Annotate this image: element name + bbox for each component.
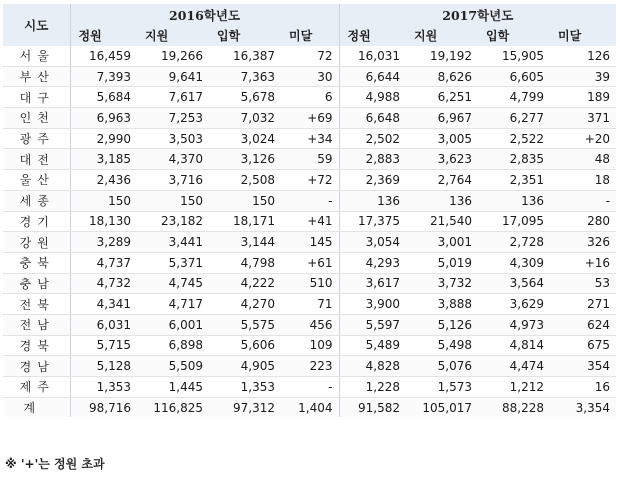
y2016-value-cell: 6,031: [70, 314, 137, 335]
y2017-value-cell: 88,228: [478, 397, 550, 417]
table-row: [3, 190, 616, 211]
y2017-value-cell: 4,474: [478, 356, 550, 377]
y2017-value-cell: 371: [550, 108, 616, 129]
y2016-value-cell: 150: [137, 190, 209, 211]
y2017-value-cell: 3,005: [406, 128, 478, 149]
table-row: [3, 66, 616, 87]
y2017-value-cell: 16,031: [339, 46, 406, 66]
y2016-value-cell: 150: [70, 190, 137, 211]
region-cell: 제주: [3, 377, 70, 398]
y2016-value-cell: +34: [281, 128, 339, 149]
y2017-value-cell: 4,988: [339, 87, 406, 108]
y2017-value-cell: 4,309: [478, 252, 550, 273]
y2017-value-cell: 2,502: [339, 128, 406, 149]
y2017-value-cell: 271: [550, 294, 616, 315]
y2017-value-cell: 280: [550, 211, 616, 232]
table-row: [3, 273, 616, 294]
y2016-value-cell: 1,353: [209, 377, 281, 398]
y2017-value-cell: 18: [550, 170, 616, 191]
y2017-value-cell: 3,617: [339, 273, 406, 294]
table-row: [3, 46, 616, 66]
y2016-value-cell: 4,745: [137, 273, 209, 294]
y2017-value-cell: 105,017: [406, 397, 478, 417]
y2016-value-cell: 18,130: [70, 211, 137, 232]
y2016-value-cell: 5,509: [137, 356, 209, 377]
y2016-value-cell: 6: [281, 87, 339, 108]
table-row: [3, 149, 616, 170]
y2016-value-cell: 19,266: [137, 46, 209, 66]
y2017-value-cell: 48: [550, 149, 616, 170]
y2017-value-cell: 5,498: [406, 335, 478, 356]
region-cell: 전북: [3, 294, 70, 315]
y2016-value-cell: 3,185: [70, 149, 137, 170]
y2016-value-cell: 7,617: [137, 87, 209, 108]
y2017-value-cell: 39: [550, 66, 616, 87]
y2016-value-cell: 1,445: [137, 377, 209, 398]
table-row: [3, 314, 616, 335]
y2017-value-cell: 3,623: [406, 149, 478, 170]
y2016-value-cell: +72: [281, 170, 339, 191]
region-cell: 울산: [3, 170, 70, 191]
y2016-value-cell: 5,371: [137, 252, 209, 273]
y2017-value-cell: +16: [550, 252, 616, 273]
y2016-value-cell: 2,436: [70, 170, 137, 191]
y2016-value-cell: 7,393: [70, 66, 137, 87]
y2017-value-cell: 136: [478, 190, 550, 211]
region-cell: 세종: [3, 190, 70, 211]
y2017-value-cell: 5,489: [339, 335, 406, 356]
y2017-value-cell: 3,054: [339, 232, 406, 253]
y2016-value-cell: 5,684: [70, 87, 137, 108]
y2016-value-cell: 18,171: [209, 211, 281, 232]
y2017-value-cell: 21,540: [406, 211, 478, 232]
y2016-value-cell: +61: [281, 252, 339, 273]
y2017-value-cell: 3,900: [339, 294, 406, 315]
table-row: [3, 294, 616, 315]
y2017-value-cell: 2,369: [339, 170, 406, 191]
y2016-value-cell: 59: [281, 149, 339, 170]
region-cell: 경남: [3, 356, 70, 377]
y2016-value-cell: 4,905: [209, 356, 281, 377]
y2017-value-cell: 5,597: [339, 314, 406, 335]
y2017-value-cell: 91,582: [339, 397, 406, 417]
y2017-value-cell: 189: [550, 87, 616, 108]
table-row: [3, 87, 616, 108]
region-cell: 충북: [3, 252, 70, 273]
y2016-value-cell: 7,363: [209, 66, 281, 87]
y2017-value-cell: -: [550, 190, 616, 211]
y2017-value-cell: 675: [550, 335, 616, 356]
y2016-value-cell: 6,898: [137, 335, 209, 356]
region-cell: 경기: [3, 211, 70, 232]
y2016-value-cell: 4,737: [70, 252, 137, 273]
table-row: [3, 170, 616, 191]
y2017-value-cell: 136: [339, 190, 406, 211]
y2016-value-cell: -: [281, 190, 339, 211]
y2016-value-cell: 456: [281, 314, 339, 335]
y2017-value-cell: 3,354: [550, 397, 616, 417]
y2017-value-cell: 17,375: [339, 211, 406, 232]
region-cell: 전남: [3, 314, 70, 335]
y2016-value-cell: 4,732: [70, 273, 137, 294]
region-cell: 충남: [3, 273, 70, 294]
y2016-value-cell: -: [281, 377, 339, 398]
y2016-value-cell: 510: [281, 273, 339, 294]
y2017-value-cell: 5,126: [406, 314, 478, 335]
y2016-value-cell: 5,678: [209, 87, 281, 108]
y2016-value-cell: 4,270: [209, 294, 281, 315]
region-cell: 광주: [3, 128, 70, 149]
region-cell: 강원: [3, 232, 70, 253]
y2017-value-cell: 624: [550, 314, 616, 335]
table-body: [3, 46, 616, 417]
y2017-value-cell: 16: [550, 377, 616, 398]
region-cell: 부산: [3, 66, 70, 87]
region-cell: 계: [3, 397, 70, 417]
y2016-value-cell: 4,798: [209, 252, 281, 273]
region-cell: 인천: [3, 108, 70, 129]
y2016-value-cell: 1,353: [70, 377, 137, 398]
y2016-value-cell: 4,717: [137, 294, 209, 315]
y2017-value-cell: 53: [550, 273, 616, 294]
table-row: [3, 252, 616, 273]
header-2017-enrolled: 입학: [478, 25, 550, 46]
y2017-value-cell: 2,522: [478, 128, 550, 149]
y2017-value-cell: 3,732: [406, 273, 478, 294]
y2017-value-cell: 1,573: [406, 377, 478, 398]
y2016-value-cell: 9,641: [137, 66, 209, 87]
y2017-value-cell: 8,626: [406, 66, 478, 87]
header-2016-shortfall: 미달: [281, 25, 339, 46]
region-cell: 대구: [3, 87, 70, 108]
table-row: [3, 356, 616, 377]
y2016-value-cell: 16,459: [70, 46, 137, 66]
y2017-value-cell: 17,095: [478, 211, 550, 232]
y2016-value-cell: 72: [281, 46, 339, 66]
y2017-value-cell: 6,967: [406, 108, 478, 129]
y2017-value-cell: 6,644: [339, 66, 406, 87]
y2016-value-cell: 4,370: [137, 149, 209, 170]
y2016-value-cell: 3,441: [137, 232, 209, 253]
y2017-value-cell: 6,605: [478, 66, 550, 87]
y2016-value-cell: 7,253: [137, 108, 209, 129]
y2017-value-cell: 6,251: [406, 87, 478, 108]
y2016-value-cell: 6,963: [70, 108, 137, 129]
region-cell: 대전: [3, 149, 70, 170]
y2017-value-cell: +20: [550, 128, 616, 149]
header-region: 시도: [3, 4, 70, 46]
y2016-value-cell: 97,312: [209, 397, 281, 417]
y2017-value-cell: 2,351: [478, 170, 550, 191]
table-row: [3, 211, 616, 232]
y2017-value-cell: 1,212: [478, 377, 550, 398]
header-2016-enrolled: 입학: [209, 25, 281, 46]
y2016-value-cell: 4,222: [209, 273, 281, 294]
table-row: [3, 128, 616, 149]
y2017-value-cell: 6,277: [478, 108, 550, 129]
y2016-value-cell: 3,144: [209, 232, 281, 253]
y2016-value-cell: 3,289: [70, 232, 137, 253]
table-row: [3, 108, 616, 129]
y2016-value-cell: 5,575: [209, 314, 281, 335]
y2016-value-cell: 5,606: [209, 335, 281, 356]
y2016-value-cell: 5,128: [70, 356, 137, 377]
y2016-value-cell: 5,715: [70, 335, 137, 356]
header-2017-shortfall: 미달: [550, 25, 616, 46]
total-row: [3, 397, 616, 417]
y2017-value-cell: 3,001: [406, 232, 478, 253]
y2017-value-cell: 136: [406, 190, 478, 211]
y2016-value-cell: 30: [281, 66, 339, 87]
header-2017-applied: 지원: [406, 25, 478, 46]
y2017-value-cell: 2,835: [478, 149, 550, 170]
table-row: [3, 232, 616, 253]
region-cell: 경북: [3, 335, 70, 356]
header-2017-quota: 정원: [339, 25, 406, 46]
table-row: [3, 335, 616, 356]
header-2016-quota: 정원: [70, 25, 137, 46]
y2016-value-cell: 3,716: [137, 170, 209, 191]
y2016-value-cell: 145: [281, 232, 339, 253]
y2016-value-cell: 4,341: [70, 294, 137, 315]
y2016-value-cell: 23,182: [137, 211, 209, 232]
header-2016: 2016학년도: [70, 4, 339, 25]
y2016-value-cell: 16,387: [209, 46, 281, 66]
region-cell: 서울: [3, 46, 70, 66]
y2017-value-cell: 354: [550, 356, 616, 377]
y2016-value-cell: 71: [281, 294, 339, 315]
y2016-value-cell: 116,825: [137, 397, 209, 417]
y2017-value-cell: 5,076: [406, 356, 478, 377]
y2017-value-cell: 2,883: [339, 149, 406, 170]
y2017-value-cell: 3,564: [478, 273, 550, 294]
y2016-value-cell: +69: [281, 108, 339, 129]
footnote: ※ '+'는 정원 초과: [5, 457, 105, 471]
y2017-value-cell: 6,648: [339, 108, 406, 129]
y2017-value-cell: 126: [550, 46, 616, 66]
y2017-value-cell: 4,293: [339, 252, 406, 273]
y2017-value-cell: 4,828: [339, 356, 406, 377]
y2016-value-cell: 1,404: [281, 397, 339, 417]
y2016-value-cell: 3,503: [137, 128, 209, 149]
y2017-value-cell: 2,764: [406, 170, 478, 191]
header-2016-applied: 지원: [137, 25, 209, 46]
y2017-value-cell: 1,228: [339, 377, 406, 398]
y2016-value-cell: 98,716: [70, 397, 137, 417]
y2017-value-cell: 2,728: [478, 232, 550, 253]
y2017-value-cell: 3,629: [478, 294, 550, 315]
y2017-value-cell: 4,814: [478, 335, 550, 356]
y2016-value-cell: 6,001: [137, 314, 209, 335]
y2016-value-cell: 7,032: [209, 108, 281, 129]
header-2017: 2017학년도: [339, 4, 616, 25]
table-row: [3, 377, 616, 398]
y2017-value-cell: 4,973: [478, 314, 550, 335]
enrollment-table: [3, 4, 616, 417]
y2017-value-cell: 3,888: [406, 294, 478, 315]
y2017-value-cell: 4,799: [478, 87, 550, 108]
y2017-value-cell: 326: [550, 232, 616, 253]
y2016-value-cell: 2,990: [70, 128, 137, 149]
y2016-value-cell: +41: [281, 211, 339, 232]
y2016-value-cell: 3,126: [209, 149, 281, 170]
y2016-value-cell: 150: [209, 190, 281, 211]
y2016-value-cell: 223: [281, 356, 339, 377]
y2017-value-cell: 19,192: [406, 46, 478, 66]
y2016-value-cell: 2,508: [209, 170, 281, 191]
y2016-value-cell: 3,024: [209, 128, 281, 149]
y2017-value-cell: 5,019: [406, 252, 478, 273]
y2017-value-cell: 15,905: [478, 46, 550, 66]
y2016-value-cell: 109: [281, 335, 339, 356]
